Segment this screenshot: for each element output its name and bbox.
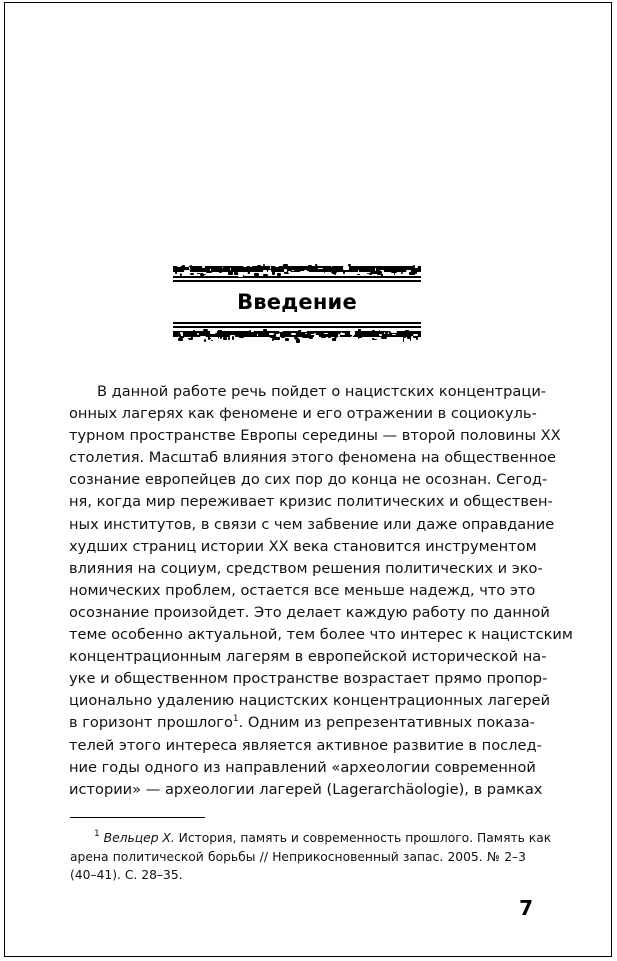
- text-line: столетия. Масштаб влияния этого феномена на общественное: [69, 449, 557, 467]
- text-line-with-footnote-ref: [69, 712, 535, 734]
- decorative-grunge-rule-top: [173, 261, 421, 283]
- text-line: сознание европейцев до сих пор до конца не осознан. Сегод-: [69, 471, 548, 489]
- text-fragment: в горизонт прошлого: [69, 714, 233, 732]
- page-number: 7: [519, 896, 533, 920]
- text-line: худших страниц истории XX века становится инструментом: [69, 537, 537, 555]
- footnote-author: Вельцер Х.: [103, 831, 175, 845]
- text-line: ных институтов, в связи с чем забвение или даже оправдание: [69, 515, 555, 533]
- text-line: теме особенно актуальной, тем более что интерес к нацистским: [69, 626, 573, 644]
- text-line: номических проблем, остается все меньше надежд, что это: [69, 581, 536, 599]
- text-line: ние годы одного из направлений «археологии современной: [69, 758, 536, 776]
- footnote-number: 1: [94, 829, 100, 839]
- footnote-divider: [70, 817, 205, 818]
- decorative-grunge-rule-bottom: [173, 321, 421, 343]
- text-fragment: . Одним из репрезентативных показа-: [238, 714, 535, 732]
- footnote-reference[interactable]: 1: [232, 714, 239, 725]
- text-line: телей этого интереса является активное развитие в послед-: [69, 736, 542, 754]
- text-line: осознание произойдет. Это делает каждую работу по данной: [69, 603, 550, 621]
- text-line: концентрационным лагерям в европейской исторической на-: [69, 648, 547, 666]
- text-line: ционально удалению нацистских концентрационных лагерей: [69, 692, 551, 710]
- footnote-line: арена политической борьбы // Неприкосновенный запас. 2005. № 2–3: [70, 849, 526, 864]
- footnote-line: (40–41). С. 28–35.: [70, 868, 183, 882]
- text-line: влияния на социум, средством решения политических и эко-: [69, 559, 543, 577]
- main-text: [69, 381, 573, 801]
- footnote-line: [70, 829, 552, 848]
- chapter-heading: Введение: [237, 290, 357, 314]
- text-line: уке и общественном пространстве возрастает прямо пропор-: [69, 670, 548, 688]
- chapter-title-block: [173, 261, 421, 343]
- text-line: ня, когда мир переживает кризис политических и обществен-: [69, 493, 553, 511]
- text-line: В данной работе речь пойдет о нацистских концентраци-: [97, 383, 547, 400]
- text-line: онных лагерях как феномене и его отражении в социокуль-: [69, 405, 537, 423]
- text-line: турном пространстве Европы середины — второй половины XX: [69, 427, 561, 445]
- book-page: [4, 2, 612, 957]
- text-line: истории» — археологии лагерей (Lagerarchäologie), в рамках: [69, 780, 543, 798]
- footnote-text: История, память и современность прошлого. Память как: [174, 831, 552, 845]
- footnote: [70, 829, 552, 885]
